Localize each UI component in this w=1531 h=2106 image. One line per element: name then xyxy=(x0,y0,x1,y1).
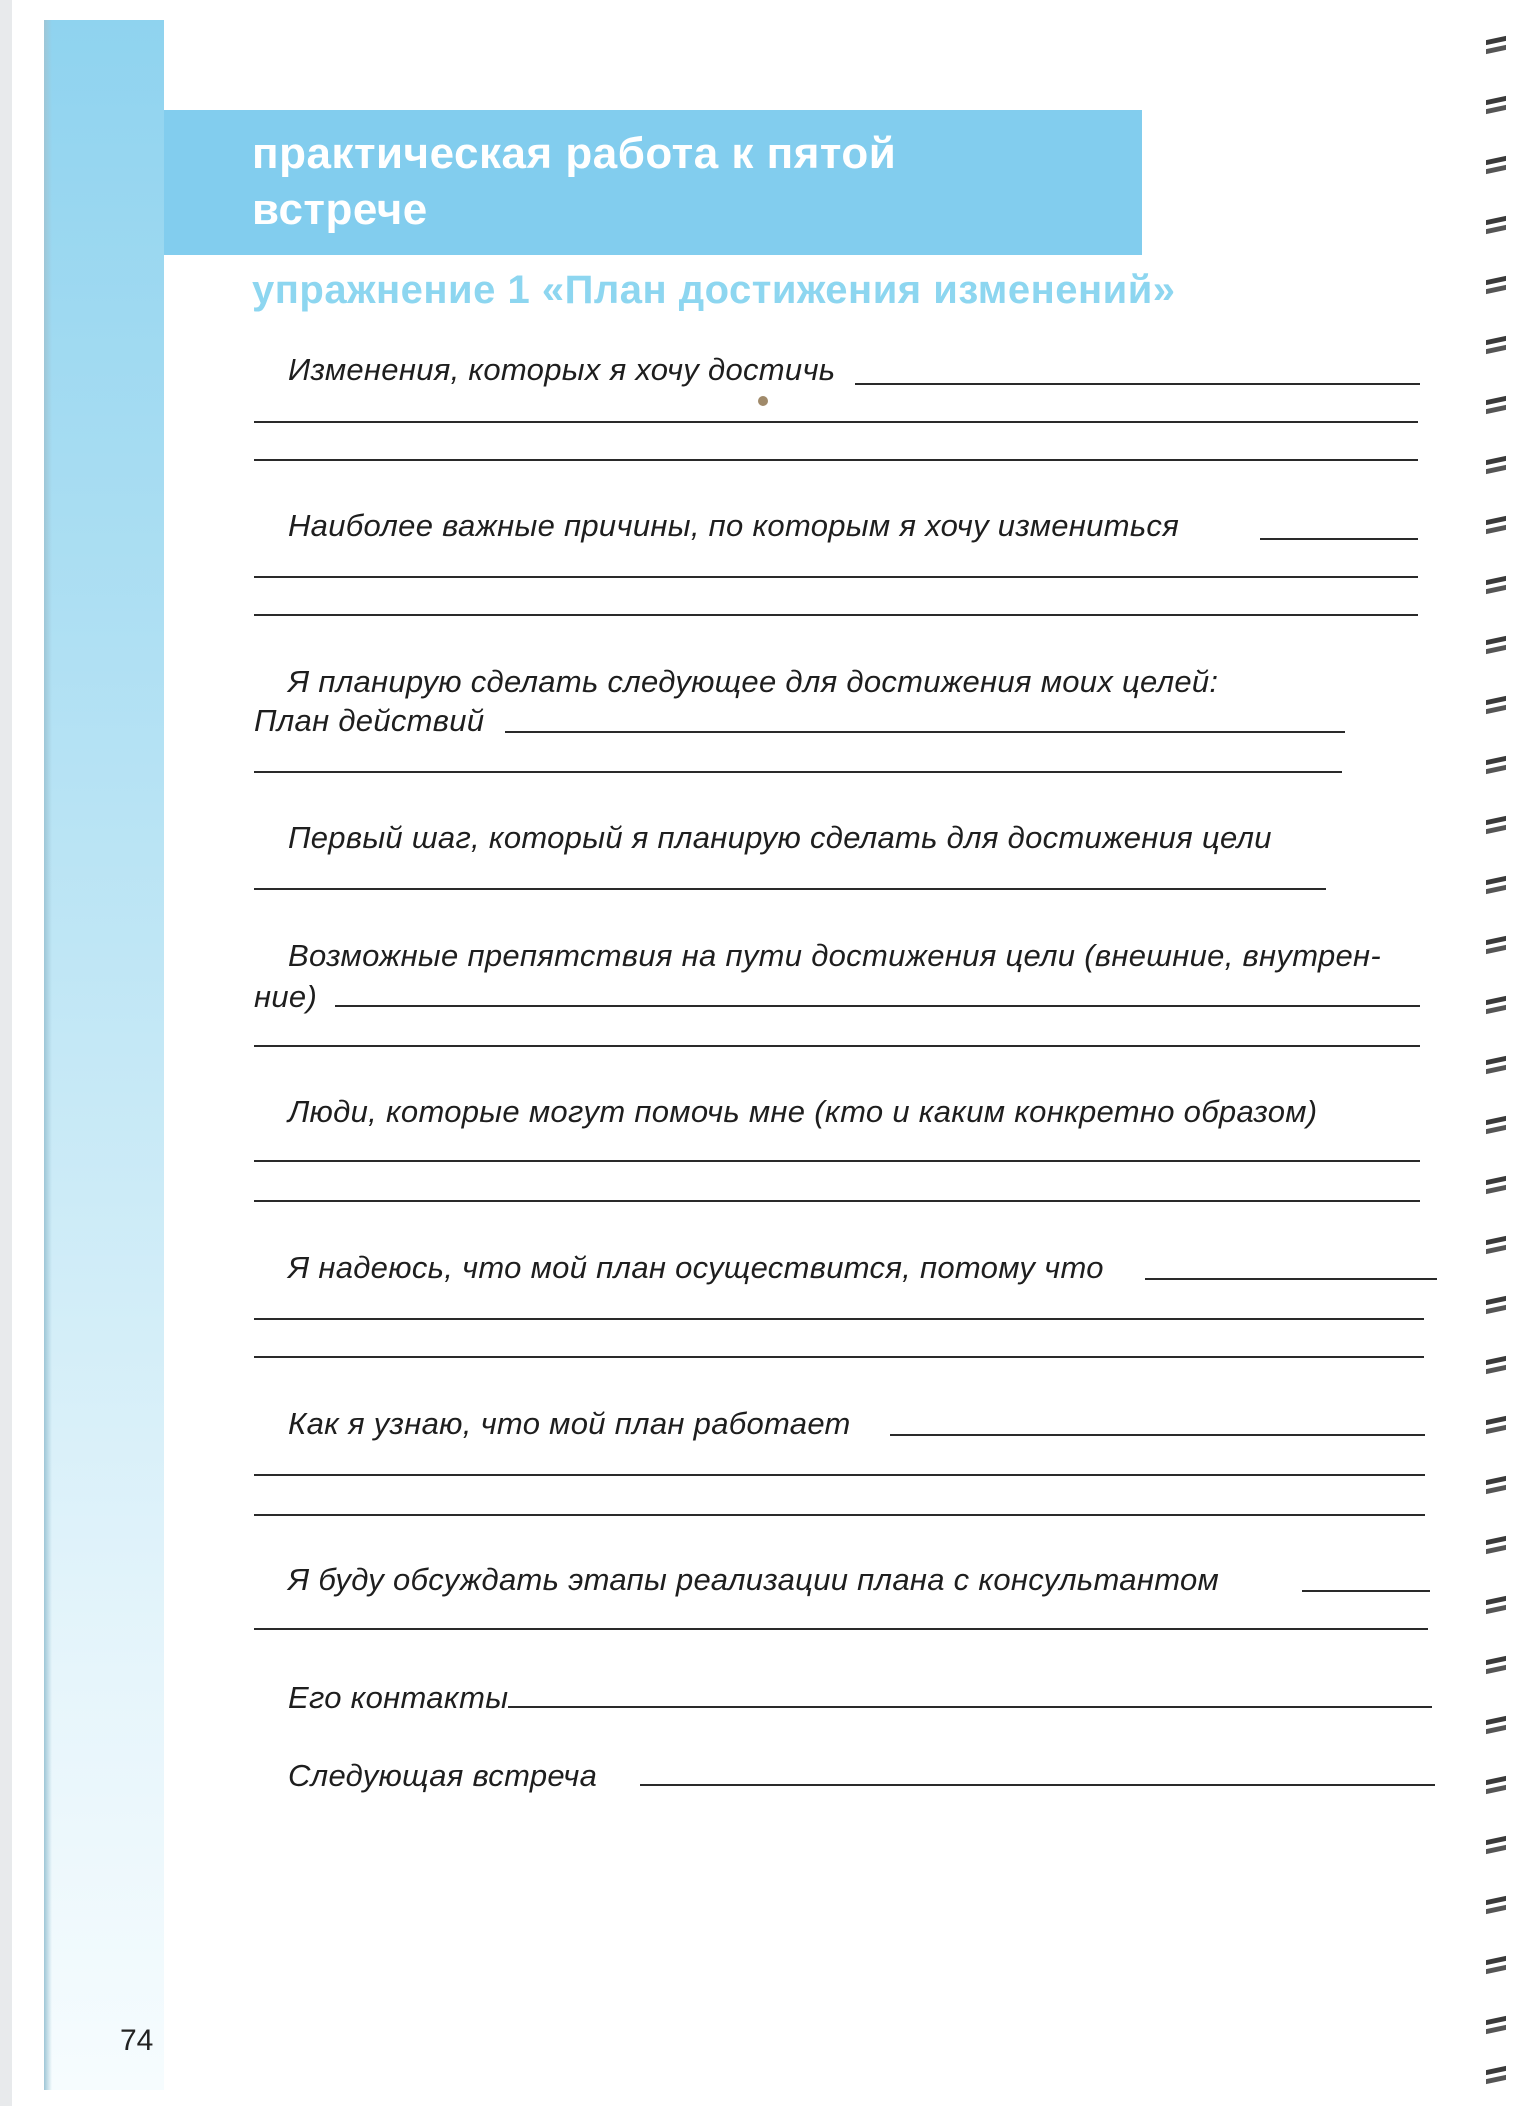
exercise-title: упражнение 1 «План достижения изменений» xyxy=(252,268,1176,312)
binding-coil xyxy=(1486,2018,1510,2034)
binding-coil xyxy=(1486,458,1510,474)
discuss-label: Я буду обсуждать этапы реализации плана с консультантом xyxy=(288,1562,1220,1597)
first-step-label: Первый шаг, который я планирую сделать для достижения цели xyxy=(288,820,1272,855)
hope-answer-line-2[interactable] xyxy=(254,1318,1424,1320)
binding-coil xyxy=(1486,878,1510,894)
page-title-line-1: практическая работа к пятой xyxy=(252,129,897,178)
binding-coil xyxy=(1486,1118,1510,1134)
changes-answer-line-1[interactable] xyxy=(855,383,1420,385)
page-number: 74 xyxy=(120,2024,154,2057)
binding-coil xyxy=(1486,758,1510,774)
side-band-shade xyxy=(44,20,52,2090)
binding-coil xyxy=(1486,1778,1510,1794)
contacts-label: Его контакты xyxy=(288,1680,509,1715)
obstacles-label-line-1: Возможные препятствия на пути достижения цели (внешние, внутрен- xyxy=(288,938,1382,973)
binding-coil xyxy=(1486,518,1510,534)
binding-coil xyxy=(1486,1178,1510,1194)
binding-coil xyxy=(1486,278,1510,294)
binding-coil xyxy=(1486,1958,1510,1974)
binding-coil xyxy=(1486,1598,1510,1614)
how-know-answer-line-3[interactable] xyxy=(254,1514,1425,1516)
people-answer-line-2[interactable] xyxy=(254,1200,1420,1202)
changes-label: Изменения, которых я хочу достичь xyxy=(288,352,836,387)
binding-coil xyxy=(1486,218,1510,234)
plan-label: План действий xyxy=(254,703,485,738)
page-title xyxy=(252,126,1112,238)
binding-coil xyxy=(1486,1238,1510,1254)
hope-answer-line-1[interactable] xyxy=(1145,1278,1437,1280)
page-title-line-2: встрече xyxy=(252,185,428,234)
decorative-side-band xyxy=(44,20,164,2090)
first-step-answer-line[interactable] xyxy=(254,888,1326,890)
how-know-answer-line-1[interactable] xyxy=(890,1434,1425,1436)
binding-coil xyxy=(1486,1538,1510,1554)
binding-coil xyxy=(1486,2068,1510,2084)
binding-coil xyxy=(1486,1478,1510,1494)
plan-answer-line-1[interactable] xyxy=(505,731,1345,733)
reasons-answer-line-1[interactable] xyxy=(1260,538,1418,540)
obstacles-answer-line-2[interactable] xyxy=(254,1045,1420,1047)
changes-answer-line-2[interactable] xyxy=(254,421,1418,423)
binding-coil xyxy=(1486,1658,1510,1674)
reasons-label: Наиболее важные причины, по которым я хочу измениться xyxy=(288,508,1180,543)
discuss-answer-line-1[interactable] xyxy=(1302,1590,1430,1592)
binding-coil xyxy=(1486,1298,1510,1314)
binding-coil xyxy=(1486,338,1510,354)
binding-coil xyxy=(1486,998,1510,1014)
hope-answer-line-3[interactable] xyxy=(254,1356,1424,1358)
spiral-binding xyxy=(1486,28,1516,2088)
how-know-label: Как я узнаю, что мой план работает xyxy=(288,1406,851,1441)
people-label: Люди, которые могут помочь мне (кто и каким конкретно образом) xyxy=(288,1094,1318,1129)
hope-label: Я надеюсь, что мой план осуществится, потому что xyxy=(288,1250,1104,1285)
binding-coil xyxy=(1486,158,1510,174)
reasons-answer-line-2[interactable] xyxy=(254,576,1418,578)
binding-coil xyxy=(1486,698,1510,714)
obstacles-label-line-2: ние) xyxy=(254,979,318,1014)
binding-coil xyxy=(1486,818,1510,834)
people-answer-line-1[interactable] xyxy=(254,1160,1420,1162)
obstacles-answer-line-1[interactable] xyxy=(335,1005,1420,1007)
next-meeting-answer-line[interactable] xyxy=(640,1784,1435,1786)
binding-coil xyxy=(1486,1718,1510,1734)
plan-answer-line-2[interactable] xyxy=(254,771,1342,773)
contacts-answer-line[interactable] xyxy=(508,1706,1432,1708)
binding-coil xyxy=(1486,578,1510,594)
binding-coil xyxy=(1486,1358,1510,1374)
binding-coil xyxy=(1486,938,1510,954)
scan-edge xyxy=(0,0,12,2106)
changes-answer-line-3[interactable] xyxy=(254,459,1418,461)
how-know-answer-line-2[interactable] xyxy=(254,1474,1425,1476)
scan-speck xyxy=(758,396,768,406)
binding-coil xyxy=(1486,1838,1510,1854)
binding-coil xyxy=(1486,1898,1510,1914)
binding-coil xyxy=(1486,38,1510,54)
plan-intro-label: Я планирую сделать следующее для достижения моих целей: xyxy=(288,664,1219,699)
binding-coil xyxy=(1486,398,1510,414)
reasons-answer-line-3[interactable] xyxy=(254,614,1418,616)
next-meeting-label: Следующая встреча xyxy=(288,1758,598,1793)
binding-coil xyxy=(1486,1418,1510,1434)
binding-coil xyxy=(1486,1058,1510,1074)
binding-coil xyxy=(1486,638,1510,654)
binding-coil xyxy=(1486,98,1510,114)
discuss-answer-line-2[interactable] xyxy=(254,1628,1428,1630)
